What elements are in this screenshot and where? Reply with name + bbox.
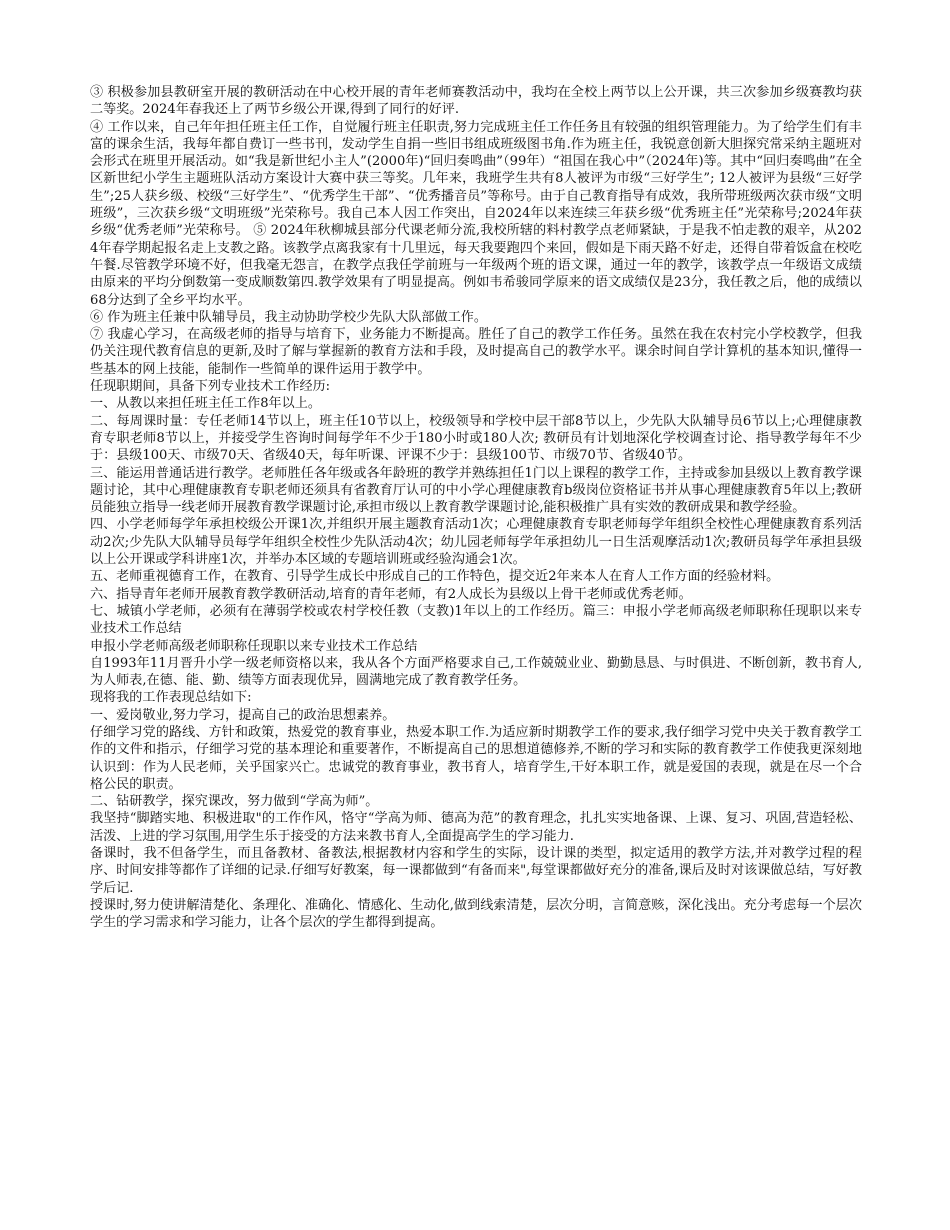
summary-lead: 现将我的工作表现总结如下: [90,690,252,706]
paragraph-item-7: ⑦ 我虚心学习，在高级老师的指导与培育下，业务能力不断提高。胜任了自己的教学工作任务。虽然在我在农村完小学校教学，但我仍关注现代教育信息的更新,及时了解与掌握新的教育方法和手段，及时提高自己的教学水平。课余时间自学计算机的基本知识,懂得一些基本的网上技能，能制作一些简单的课件运用于教学中。 [90,327,862,377]
requirement-3: 三、能运用普通话进行教学。老师胜任各年级或各年龄班的教学并熟练担任1门以上课程的教学工作，主持或参加县级以上教育教学课题讨论，其中心理健康教育专职老师还须具有省教育厅认可的中小学心理健康教育b级岗位资格证书并从事心理健康教育5年以上;教研员能独立指导一线老师开展教育教学课题讨论,承担市级以上教育教学课题讨论,能积极推广具有实效的教研成果和教学经验。 [90,465,862,516]
summary-body-1: 仔细学习党的路线、方针和政策，热爱党的教育事业，热爱本职工作.为适应新时期教学工作的要求,我仔细学习党中央关于教育教学工作的文件和指示，仔细学习党的基本理论和重要著作，不断提高自己的思想道德修养,不断的学习和实际的教育教学工作使我更深刻地认识到：作为人民老师，关乎国家兴亡。忠诚党的教育事业，教书育人，培育学生,干好本职工作，就是爱国的表现，就是在尽一个合格公民的职责。 [90,724,862,792]
paragraph-item-6: ⑥ 作为班主任兼中队辅导员，我主动协助学校少先队大队部做工作。 [90,309,487,325]
summary-body-2: 我坚持“脚踏实地、积极进取"的工作作风，恪守“学高为师、德高为范”的教育理念，扎扎实实地备课、上课、复习、巩固,营造轻松、活泼、上进的学习氛围,用学生乐于接受的方法来教书育人,全面提高学生的学习能力. [90,811,862,844]
summary-intro: 自1993年11月晋升小学一级老师资格以来，我从各个方面严格要求自己,工作兢兢业业、勤勤恳恳、与时俱进、不断创新，教书育人,为人师表,在德、能、勤、绩等方面表现优异，圆满地完成了教育教学任务。 [90,655,862,689]
requirement-1: 一、从教以来担任班主任工作8年以上。 [90,396,321,412]
requirement-5: 五、老师重视德育工作，在教育、引导学生成长中形成自己的工作特色，提交近2年来本人在育人工作方面的经验材料。 [90,569,780,585]
summary-heading-2: 二、钻研教学，探究课改，努力做到“学高为师”。 [90,794,379,810]
requirement-2: 二、每周课时量：专任老师14节以上，班主任10节以上，校级领导和学校中层干部8节以上，少先队大队辅导员6节以上;心理健康教育专职老师8节以上，并接受学生咨询时间每学年不少于180小时或180人次; 教研员有计划地深化学校调查讨论、指导教学每年不少于：县级100天、市级70天、省级40天，每年听课、评课不少于：县级100节、市级70节、省级40节。 [90,413,862,464]
summary-body-4: 授课时,努力使讲解清楚化、条理化、准确化、情感化、生动化,做到线索清楚，层次分明，言简意赅，深化浅出。充分考虑每一个层次学生的学习需求和学习能力，让各个层次的学生都得到提高。 [90,897,862,931]
summary-heading-1: 一、爱岗敬业,努力学习，提高自己的政治思想素养。 [90,707,396,723]
requirement-4: 四、小学老师每学年承担校级公开课1次,并组织开展主题教育活动1次；心理健康教育专职老师每学年组织全校性心理健康教育系列活动2次;少先队大队辅导员每学年组织全校性少先队活动4次；幼儿园老师每学年承担幼儿一日生活观摩活动1次;教研员每学年承担县级以上公开课或学科讲座1次，并举办本区域的专题培训班或经验沟通会1次。 [90,517,862,568]
summary-body-3: 备课时，我不但备学生，而且备教材、备教法,根据教材内容和学生的实际，设计课的类型，拟定适用的教学方法,并对教学过程的程序、时间安排等都作了详细的记录.仔细写好教案，每一课都做到“有备而来",每堂课都做好充分的准备,课后及时对该课做总结，写好教学后记. [90,846,862,896]
summary-title: 申报小学老师高级老师职称任现职以来专业技术工作总结 [90,638,418,654]
paragraph-item-4-5: ④ 工作以来，自己年年担任班主任工作，自觉履行班主任职责,努力完成班主任工作任务且有较强的组织管理能力。为了给学生们有丰富的课余生活，我每年都自费订一些书刊，发动学生自捐一些旧书组成班级图书角.作为班主任，我锐意创新大胆探究常采纳主题班对会形式在班里开展活动。如“我是新世纪小主人”(2000年)“回归奏鸣曲”（99年）“祖国在我心中”（2024年)等。其中“回归奏鸣曲”在全区新世纪小学生主题班队活动方案设计大赛中获三等奖。几年来，我班学生共有8人被评为市级“三好学生”; 12人被评为县级“三好学生”;25人获乡级、校级“三好学生”、“优秀学生干部”、“优秀播音员”等称号。由于自己教育指导有成效，我所带班级两次获市级“文明班级”，三次获乡级“文明班级”光荣称号。我自己本人因工作突出，自2024年以来连续三年获乡级“优秀班主任”光荣称号;2024年获乡级“优秀老师”光荣称号。 ⑤ 2024年秋柳城县部分代课老师分流,我校所辖的料村教学点老师紧缺，于是我不怕走教的艰辛，从2024年春学期起报名走上支教之路。该教学点离我家有十几里远，每天我要跑四个来回，假如是下雨天路不好走，还得自带着饭盒在校吃午餐.尽管教学环境不好，但我毫无怨言，在教学点我任学前班与一年级两个班的语文课，通过一年的教学，该教学点一年级语文成绩由原来的平均分倒数第一变成顺数第四.教学效果有了明显提高。例如韦希骏同学原来的语文成绩仅是23分，我任教之后，他的成绩以68分达到了全乡平均水平。 [90,119,862,308]
paragraph-item-3: ③ 积极参加县教研室开展的教研活动在中心校开展的青年老师赛教活动中，我均在全校上两节以上公开课，共三次参加乡级赛教均获二等奖。2024年春我还上了两节乡级公开课,得到了同行的好评. [90,85,862,118]
requirement-7: 七、城镇小学老师，必须有在薄弱学校或农村学校任教（支教)1年以上的工作经历。篇三：申报小学老师高级老师职称任现职以来专业技术工作总结 [90,603,862,637]
requirement-6: 六、指导青年老师开展教育教学教研活动,培育的青年老师，有2人成长为县级以上骨干老师或优秀老师。 [90,586,692,602]
section-intro: 任现职期间，具备下列专业技术工作经历: [90,379,331,395]
